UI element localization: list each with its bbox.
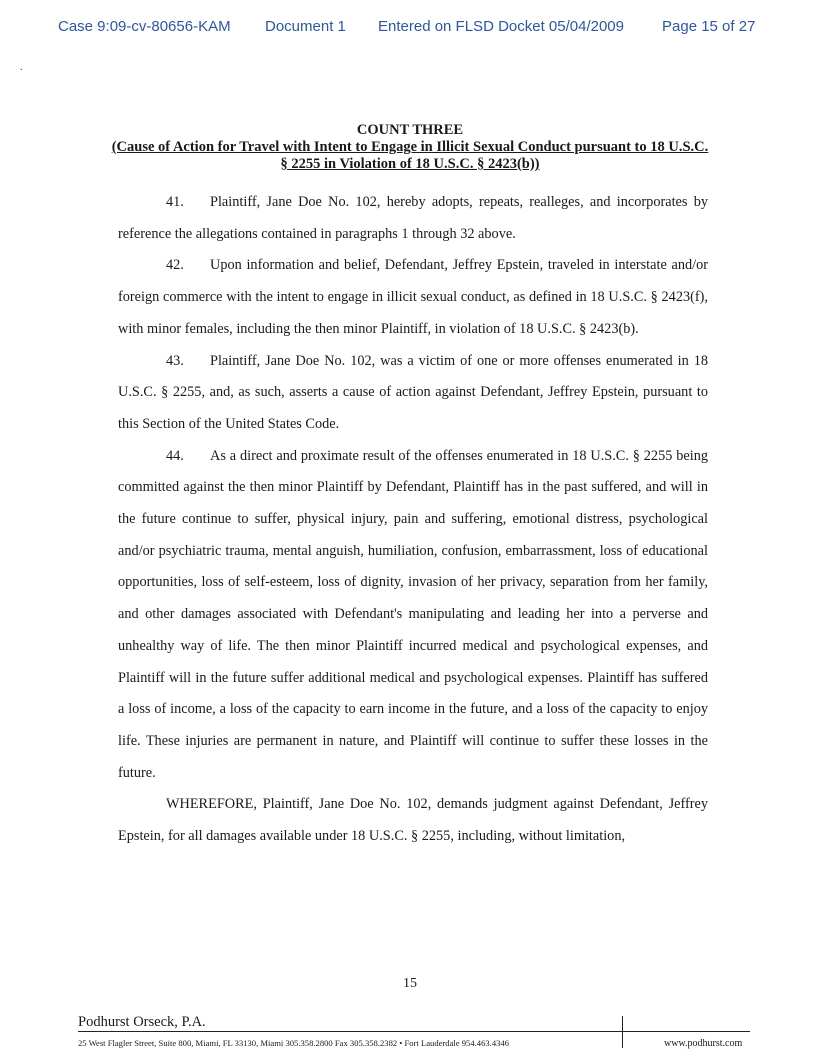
paragraph-text: Upon information and belief, Defendant, Jeffrey Epstein, traveled in interstate and/or foreign commerce with the intent to engage in illicit sexual conduct, as defined in 18 U.S.C. § 2423(f), with minor females, including the then minor Plaintiff, in violation of 18 U.S.C. § 2423(b).	[118, 257, 708, 337]
case-number: Case 9:09-cv-80656-KAM	[58, 18, 231, 35]
page-number: 15	[403, 976, 417, 991]
footer-rule	[78, 1031, 750, 1032]
paragraph-number: 42.	[166, 257, 184, 274]
paragraph-43	[118, 346, 708, 441]
paragraph-text: Plaintiff, Jane Doe No. 102, hereby adopts, repeats, realleges, and incorporates by reference the allegations contained in paragraphs 1 through 32 above.	[118, 194, 708, 242]
count-title: COUNT THREE	[356, 122, 464, 138]
footer-divider	[622, 1016, 623, 1048]
paragraph-number: 43.	[166, 352, 184, 369]
footer-address: 25 West Flagler Street, Suite 800, Miami, FL 33130, Miami 305.358.2800 Fax 305.358.2382 • Fort Lauderdale 954.463.4346	[78, 1038, 510, 1048]
footer-website: www.podhurst.com	[664, 1038, 743, 1049]
paragraph-text: As a direct and proximate result of the offenses enumerated in 18 U.S.C. § 2255 being committed against the then minor Plaintiff by Defendant, Plaintiff has in the past suffered, and will in the future continue to suffer, physical injury, pain and suffering, emotional distress, psychological and/or psychiatric trauma, mental anguish, humiliation, confusion, embarrassment, loss of educational opportunities, loss of self-esteem, loss of dignity, invasion of her privacy, separation from her family, and other damages associated with Defendant's manipulating and leading her into a perverse and unhealthy way of life. The then minor Plaintiff incurred medical and psychological expenses, and Plaintiff will in the future suffer additional medical and psychological expenses. Plaintiff has suffered a loss of income, a loss of the capacity to earn income in the future, and a loss of the capacity to enjoy life. These injuries are permanent in nature, and Plaintiff will continue to suffer these losses in the future.	[118, 447, 708, 781]
document-number: Document 1	[265, 18, 346, 35]
paragraph-42	[118, 250, 708, 345]
page-indicator: Page 15 of 27	[662, 18, 756, 35]
paragraph-41	[118, 187, 708, 250]
wherefore-clause	[118, 789, 708, 852]
margin-mark: .	[20, 62, 23, 73]
paragraph-text: Plaintiff, Jane Doe No. 102, was a victim of one or more offenses enumerated in 18 U.S.C. § 2255, and, as such, asserts a cause of action against Defendant, Jeffrey Epstein, pursuant to this Section of the United States Code.	[118, 352, 708, 432]
count-subtitle: (Cause of Action for Travel with Intent to Engage in Illicit Sexual Conduct pursuant to 18 U.S.C. § 2255 in Violation of 18 U.S.C. § 2423(b))	[111, 139, 709, 172]
docket-entry: Entered on FLSD Docket 05/04/2009	[378, 18, 624, 35]
paragraph-number: 41.	[166, 194, 184, 210]
footer-firm-name: Podhurst Orseck, P.A.	[78, 1014, 206, 1030]
document-body	[118, 187, 708, 853]
count-heading	[110, 122, 710, 173]
paragraph-text: WHEREFORE, Plaintiff, Jane Doe No. 102, demands judgment against Defendant, Jeffrey Epstein, for all damages available under 18 U.S.C. § 2255, including, without limitation,	[118, 796, 708, 845]
paragraph-number: 44.	[166, 447, 184, 464]
paragraph-44	[118, 441, 708, 790]
